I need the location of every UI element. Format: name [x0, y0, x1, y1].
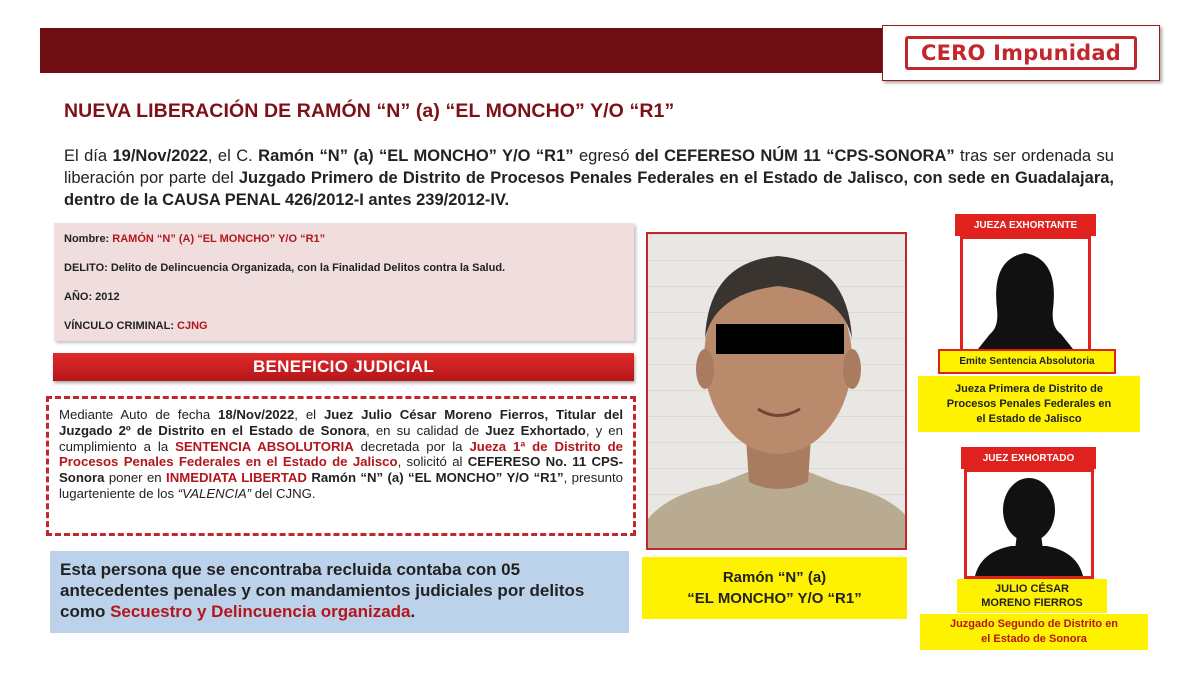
intro-text: El día	[64, 147, 113, 165]
text: Mediante Auto de fecha	[59, 407, 219, 422]
court-order-box	[46, 396, 636, 536]
female-silhouette-icon	[963, 239, 1088, 349]
info-value: CJNG	[177, 320, 208, 332]
criminal-record-text	[60, 559, 619, 622]
intro-date: 19/Nov/2022	[112, 147, 208, 165]
text: Secuestro y Delincuencia organizada	[110, 602, 411, 621]
jueza-description	[918, 376, 1140, 432]
text: decretada por la	[353, 438, 470, 454]
text: INMEDIATA LIBERTAD	[166, 470, 307, 486]
jueza-action-label: Emite Sentencia Absolutoria	[938, 349, 1116, 374]
info-nombre	[64, 233, 325, 245]
section-header-beneficio	[53, 353, 634, 381]
text: Jueza 1ª de Distrito de Procesos Penales Federales en el Estado de Jalisco	[59, 438, 623, 470]
intro-text: tras ser ordenada su liberación por parte del	[64, 147, 1114, 187]
mugshot-photo	[646, 232, 907, 550]
text: CEFERESO No. 11 CPS-Sonora	[59, 454, 623, 486]
juez-silhouette	[964, 469, 1094, 579]
jueza-desc-line: Procesos Penales Federales en	[946, 397, 1112, 410]
text: del CJNG.	[251, 485, 316, 501]
jueza-desc-line: el Estado de Jalisco	[976, 412, 1082, 425]
name-plate-line: “EL MONCHO” Y/O “R1”	[687, 590, 862, 607]
juez-role-label: JUEZ EXHORTADO	[961, 447, 1096, 469]
detainee-name-plate	[642, 557, 907, 619]
court-order-text	[59, 407, 623, 502]
text: , y en cumplimiento a la	[59, 422, 623, 454]
info-label: VÍNCULO CRIMINAL:	[64, 320, 178, 332]
brand-logo	[882, 25, 1160, 81]
intro-text: , el C.	[207, 147, 259, 165]
jueza-role-label: JUEZA EXHORTANTE	[955, 214, 1096, 236]
page-title: NUEVA LIBERACIÓN DE RAMÓN “N” (a) “EL MONCHO” Y/O “R1”	[64, 100, 675, 122]
text: , el	[294, 407, 324, 422]
criminal-record-note	[50, 551, 629, 633]
text: SENTENCIA ABSOLUTORIA	[175, 438, 354, 454]
info-value: RAMÓN “N” (A) “EL MONCHO” Y/O “R1”	[112, 233, 326, 245]
text: Ramón “N” (a) “EL MONCHO” Y/O “R1”	[311, 470, 564, 486]
text: “VALENCIA”	[177, 485, 252, 501]
section-header-text: BENEFICIO JUDICIAL	[252, 357, 435, 376]
intro-text: egresó	[573, 147, 635, 165]
intro-name: Ramón “N” (a) “EL MONCHO” Y/O “R1”	[258, 147, 574, 165]
text: , en su calidad de	[366, 422, 486, 438]
juez-desc-line: el Estado de Sonora	[981, 633, 1087, 645]
intro-paragraph	[64, 145, 1114, 211]
jueza-desc-line: Jueza Primera de Distrito de	[955, 382, 1103, 395]
juez-name-line: JULIO CÉSAR	[995, 583, 1069, 595]
text: Juez Julio César Moreno Fierros, Titular del Juzgado 2º de Distrito en el Estado de Sonora	[59, 407, 623, 438]
juez-desc-line: Juzgado Segundo de Distrito en	[949, 618, 1119, 630]
detainee-info-card	[54, 223, 634, 341]
info-label: Nombre:	[64, 233, 113, 245]
juez-description	[920, 614, 1148, 650]
text: .	[410, 602, 416, 621]
top-banner	[40, 28, 882, 73]
jueza-silhouette	[960, 236, 1091, 352]
brand-logo-text: CERO Impunidad	[921, 41, 1121, 65]
name-plate-line: Ramón “N” (a)	[722, 569, 827, 586]
text: , presunto lugarteniente de los	[59, 470, 624, 501]
text: Esta persona que se encontraba recluida contaba con 05 antecedentes penales y con mandamientos judiciales por delitos como	[60, 560, 585, 621]
info-delito: DELITO: Delito de Delincuencia Organizada, con la Finalidad Delitos contra la Salud.	[64, 262, 506, 274]
text: 18/Nov/2022	[218, 407, 295, 422]
text: poner en	[104, 470, 167, 486]
brand-logo-frame	[905, 36, 1137, 70]
juez-name-line: MORENO FIERROS	[981, 597, 1083, 609]
text: Juez Exhortado	[485, 422, 586, 438]
info-anio: AÑO: 2012	[64, 291, 120, 303]
intro-court: Juzgado Primero de Distrito de Procesos Penales Federales en el Estado de Jalisco, con sede en Guadalajara, dentro de la CAUSA PENAL 426/2012-I antes 239/2012-IV.	[64, 169, 1115, 209]
mugshot-person-image	[648, 234, 907, 550]
male-silhouette-icon	[967, 472, 1091, 576]
intro-prison: del CEFERESO NÚM 11 “CPS-SONORA”	[634, 147, 955, 165]
text: , solicitó al	[397, 454, 468, 470]
info-vinculo	[64, 320, 208, 332]
juez-name	[957, 579, 1107, 613]
